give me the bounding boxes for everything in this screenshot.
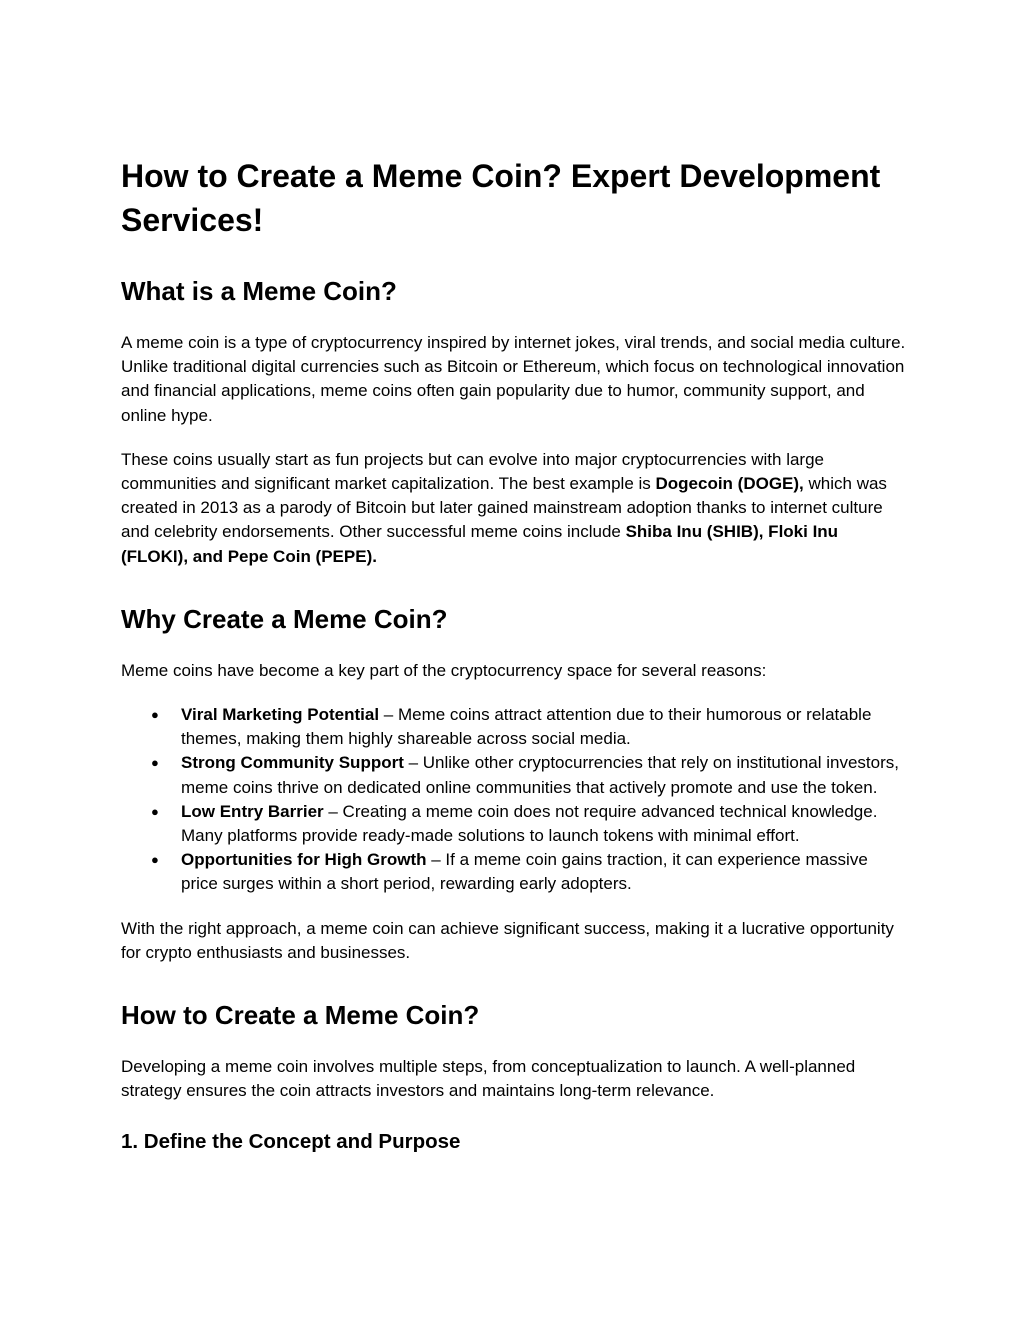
heading-how-to-create: How to Create a Meme Coin? (121, 1000, 480, 1031)
reasons-list (121, 703, 906, 897)
meme-coins-list-bold: Shiba Inu (SHIB), Floki Inu (FLOKI), and Pepe Coin (PEPE). (121, 522, 839, 566)
list-item-term: Strong Community Support (181, 753, 404, 773)
dogecoin-bold: Dogecoin (DOGE), (655, 474, 804, 494)
list-item-term: Opportunities for High Growth (181, 850, 427, 870)
list-item-term: Low Entry Barrier (181, 801, 324, 821)
document-page (121, 154, 906, 1155)
paragraph-why-outro: With the right approach, a meme coin can achieve significant success, making it a lucrative opportunity for crypto enthusiasts and businesses. (121, 918, 894, 962)
list-item-text: – Meme coins attract attention due to their humorous or relatable themes, making them highly shareable across social media. (181, 705, 872, 749)
paragraph-how-intro: Developing a meme coin involves multiple steps, from conceptualization to launch. A well-planned strategy ensures the coin attracts investors and maintains long-term relevance. (121, 1057, 856, 1101)
list-item-text: – If a meme coin gains traction, it can experience massive price surges within a short period, rewarding early adopters. (181, 850, 868, 894)
bullet-icon: ● (151, 852, 159, 868)
list-item-text: – Creating a meme coin does not require advanced technical knowledge. Many platforms provide ready-made solutions to launch tokens with minimal effort. (181, 801, 878, 846)
list-item-text: – Unlike other cryptocurrencies that rely on institutional investors, meme coins thrive on dedicated online communities that actively promote and use the token. (181, 753, 899, 797)
list-item-term: Viral Marketing Potential (181, 705, 380, 725)
paragraph-what-2 (121, 448, 906, 569)
document-title: How to Create a Meme Coin? Expert Development Services! (121, 158, 881, 238)
list-item (121, 751, 906, 799)
paragraph-what-1: A meme coin is a type of cryptocurrency inspired by internet jokes, viral trends, and social media culture. Unlike traditional digital currencies such as Bitcoin or Ethereum, which focus on technological innovation and financial applications, meme coins often gain popularity due to humor, community support, and online hype. (121, 333, 906, 425)
paragraph-what-2-text-1: These coins usually start as fun projects but can evolve into major cryptocurrencies with large communities and significant market capitalization. The best example is (121, 449, 824, 494)
paragraph-what-2-text-2: which was created in 2013 as a parody of Bitcoin but later gained mainstream adoption thanks to internet culture and celebrity endorsements. Other successful meme coins include (121, 474, 887, 542)
list-item (121, 703, 906, 751)
bullet-icon: ● (151, 755, 159, 771)
bullet-icon: ● (151, 707, 159, 723)
bullet-icon: ● (151, 803, 159, 819)
paragraph-why-intro: Meme coins have become a key part of the cryptocurrency space for several reasons: (121, 660, 767, 680)
list-item (121, 800, 906, 848)
heading-why-create: Why Create a Meme Coin? (121, 603, 448, 634)
list-item (121, 848, 906, 896)
heading-what-is-meme-coin: What is a Meme Coin? (121, 276, 397, 306)
heading-step-1: 1. Define the Concept and Purpose (121, 1130, 461, 1154)
